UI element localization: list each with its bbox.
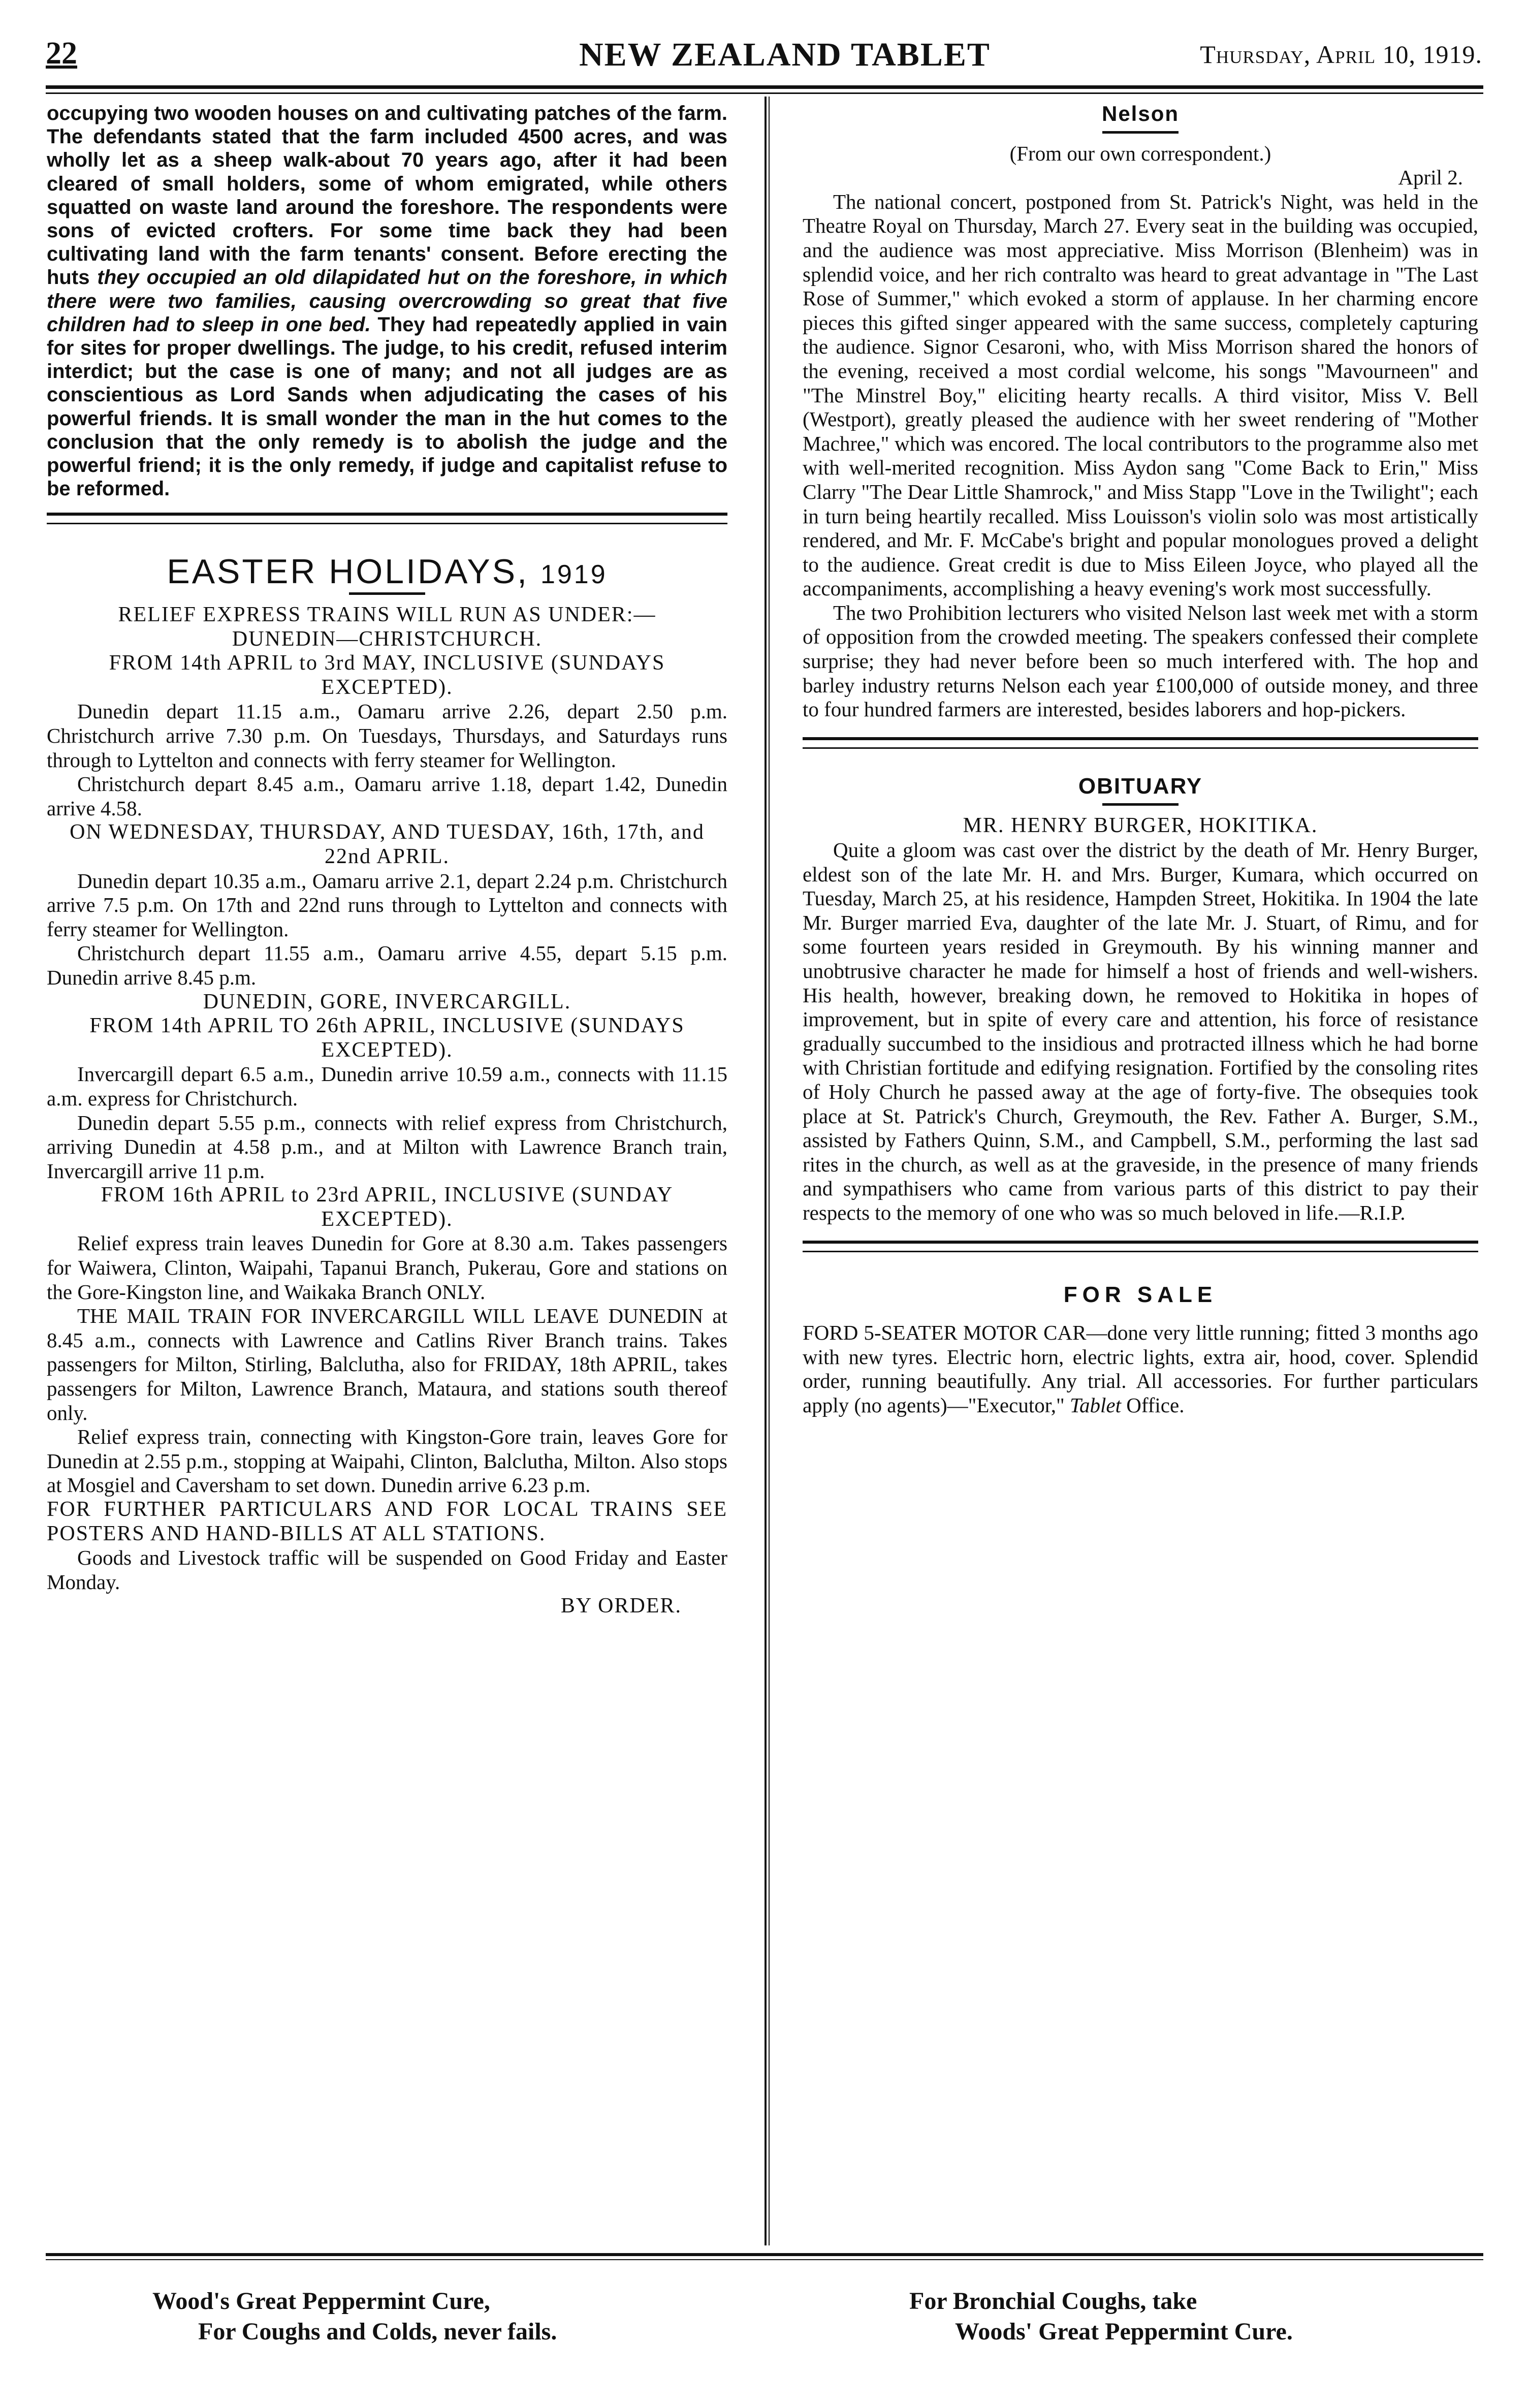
nelson-heading: Nelson — [1101, 102, 1180, 125]
timetable-para-3: Dunedin depart 10.35 a.m., Oamaru arrive 2.1, depart 2.24 p.m. Christchurch arrive 7.5 p.m. On 17th and 22nd runs through to Lyttelton and connects with ferry steamer for Wellington. — [47, 869, 727, 941]
correspondent-credit: (From our own correspondent.) — [1009, 141, 1271, 165]
section-divider — [47, 513, 727, 524]
timetable-para-2: Christchurch depart 8.45 a.m., Oamaru arrive 1.18, depart 1.42, Dunedin arrive 4.58. — [47, 772, 727, 820]
by-order: BY ORDER. — [560, 1594, 682, 1618]
route-dunedin-christchurch: DUNEDIN—CHRISTCHURCH. — [232, 627, 543, 651]
footer-ad-right — [909, 2286, 1417, 2347]
footer-rule-thin — [46, 2259, 1483, 2260]
section-divider — [803, 1241, 1478, 1252]
footer-right-line-2: Woods' Great Peppermint Cure. — [955, 2318, 1293, 2345]
for-sale-text-end: Office. — [1121, 1393, 1185, 1417]
nelson-para-2: The two Prohibition lecturers who visited Nelson last week met with a storm of opposition from the crowded meeting. The speakers confessed their complete surprise; they had never before been so much interfered with. The hop and barley industry returns Nelson each year £100,000 of outside money, and three to four hundred farmers are interested, besides laborers and hop-pickers. — [803, 600, 1478, 721]
footer-rule-thick — [46, 2253, 1483, 2256]
obituary-text: Quite a gloom was cast over the district by the death of Mr. Henry Burger, eldest son of the late Mr. H. and Mrs. Burger, Kumara, which occurred on Tuesday, March 25, at his residence, Hampden Street, Hokitika. In 1904 the late Mr. Burger married Eva, daughter of the late Mr. J. Stuart, of Rimu, and for some fourteen years resided in Greymouth. By his winning manner and unobtrusive character he made for himself a host of friends and well-wishers. His health, however, breaking down, he removed to Hokitika in hopes of improvement, but in spite of every care and attention, his force of resistance gradually succumbed to the insidious and protracted illness which he had borne with Christian fortitude and edifying resignation. Fortified by the consoling rites of Holy Church he passed away at the age of forty-five. The obsequies took place at St. Patrick's Church, Greymouth, the Rev. Father A. Burger, S.M., assisted by Fathers Quinn, S.M., and Campbell, S.M., performing the last sad rites in the church, as well as at the graveside, in the presence of many friends and sympathisers who came from various parts of this district to pay their respects to the memory of one who was so much beloved in life.—R.I.P. — [803, 838, 1478, 1224]
obituary-heading: OBITUARY — [1078, 773, 1203, 799]
masthead — [46, 36, 1482, 91]
for-sale-text: FORD 5-SEATER MOTOR CAR—done very little running; fitted 3 months ago with new tyres. Electric horn, electric lights, extra air, hood, cover. Splendid order, running beautifully. Any trial. All accessories. For further particulars apply (no agents)—"Executor," — [803, 1321, 1478, 1417]
for-sale-ad — [803, 1321, 1478, 1417]
easter-holidays-heading — [47, 552, 727, 591]
timetable-para-6: Dunedin depart 5.55 p.m., connects with relief express from Christchurch, arriving Dunedin at 4.58 p.m., and at Milton with Lawrence Branch train, Invercargill arrive 11 p.m. — [47, 1111, 727, 1183]
dates-14-april-3-may: FROM 14th APRIL to 3rd MAY, INCLUSIVE (SUNDAYS EXCEPTED). — [109, 651, 665, 699]
dates-wed-thu-tue: ON WEDNESDAY, THURSDAY, AND TUESDAY, 16th, 17th, and 22nd APRIL. — [70, 820, 705, 868]
route-dunedin-gore-invercargill: DUNEDIN, GORE, INVERCARGILL. — [203, 990, 571, 1013]
timetable-para-4: Christchurch depart 11.55 a.m., Oamaru arrive 4.55, depart 5.15 p.m. Dunedin arrive 8.45 p.m. — [47, 941, 727, 989]
masthead-rule-thick — [46, 85, 1483, 89]
heading-dash — [1102, 131, 1179, 134]
footer-left-line-1: Wood's Great Peppermint Cure, — [152, 2288, 490, 2315]
timetable-para-7: Relief express train leaves Dunedin for Gore at 8.30 a.m. Takes passengers for Waiwera, Clinton, Waipahi, Tapanui Branch, Pukerau, Gore and stations on the Gore-Kingston line, and Waikaka Branch ONLY. — [47, 1231, 727, 1304]
crofters-italic-text: they occupied an old dilapidated hut on the foreshore, in which there were two families, causing overcrowding so great that five children had to sleep in one bed. — [47, 266, 728, 336]
column-divider-2 — [769, 97, 770, 2245]
relief-trains-subhead: RELIEF EXPRESS TRAINS WILL RUN AS UNDER:— — [118, 603, 656, 627]
goods-traffic-notice: Goods and Livestock traffic will be suspended on Good Friday and Easter Monday. — [47, 1546, 727, 1594]
easter-heading-text: EASTER HOLIDAYS, — [167, 552, 529, 591]
masthead-rule-thin — [46, 92, 1483, 94]
footer-right-line-1: For Bronchial Coughs, take — [909, 2288, 1197, 2315]
nelson-para-1: The national concert, postponed from St. Patrick's Night, was held in the Theatre Royal on Thursday, March 27. Every seat in the building was occupied, and the audience was most appreciative. Miss Morrison (Blenheim) was in splendid voice, and her rich contralto was heard to great advantage in "The Last Rose of Summer," which evoked a storm of applause. In her charming encore pieces this gifted singer appeared with the same success, completely capturing the audience. Signor Cesaroni, who, with Miss Morrison shared the honors of the evening, received a most cordial welcome, his songs "Mavourneen" and "The Minstrel Boy," eliciting hearty recalls. A third visitor, Miss V. Bell (Westport), greatly pleased the audience with her sweet rendering of "Mother Machree," which was encored. The local contributors to the programme also met with well-merited recognition. Miss Aydon sang "Come Back to Erin," Miss Clarry "The Dear Little Shamrock," and Miss Stapp "Love in the Twilight"; each in turn being heartily recalled. Miss Louisson's violin solo was most artistically rendered, and Mr. F. McCabe's bright and popular monologues proved a delight to the audience. Great credit is due to Miss Eileen Joyce, who played all the accompaniments, accomplishing a heavy evening's work most successfully. — [803, 189, 1478, 600]
for-sale-heading: FOR SALE — [1063, 1282, 1218, 1307]
easter-heading-year: 1919 — [540, 560, 608, 590]
footer-left-line-2: For Coughs and Colds, never fails. — [198, 2318, 557, 2345]
footer-ad-left — [152, 2286, 813, 2347]
timetable-para-5: Invercargill depart 6.5 a.m., Dunedin arrive 10.59 a.m., connects with 11.15 a.m. express for Christchurch. — [47, 1062, 727, 1110]
dates-14-april-26-april: FROM 14th APRIL TO 26th APRIL, INCLUSIVE (SUNDAYS EXCEPTED). — [89, 1014, 685, 1062]
right-column — [803, 102, 1478, 1418]
timetable-para-9: Relief express train, connecting with Kingston-Gore train, leaves Gore for Dunedin at 2.55 p.m., stopping at Waipahi, Clinton, Balclutha, Milton. Also stops at Mosgiel and Caversham to set down. Dunedin arrive 6.23 p.m. — [47, 1425, 727, 1497]
timetable-para-8: THE MAIL TRAIN FOR INVERCARGILL WILL LEAVE DUNEDIN at 8.45 a.m., connects with Lawrence and Catlins River Branch trains. Takes passengers for Milton, Stirling, Balclutha, also for FRIDAY, 18th APRIL, takes passengers for Milton, Lawrence Branch, Mataura, and stations south thereof only. — [47, 1304, 727, 1424]
publication-title: NEW ZEALAND TABLET — [579, 36, 991, 73]
obituary-subhead: MR. HENRY BURGER, HOKITIKA. — [963, 814, 1318, 838]
issue-date: Thursday, April 10, 1919. — [1200, 40, 1482, 69]
crofters-text-2: They had repeatedly applied in vain for sites for proper dwellings. The judge, to his credit, refused interim interdict; but the case is one of many; and not all judges are as conscientious as Lord Sands when adjudicating the cases of his powerful friends. It is small wonder the man in the hut comes to the conclusion that the only remedy is to abolish the judge and the powerful friend; it is the only remedy, if judge and capitalist refuse to be reformed. — [47, 313, 727, 500]
for-sale-italic: Tablet — [1069, 1393, 1121, 1417]
crofters-article — [47, 102, 727, 500]
dates-16-april-23-april: FROM 16th APRIL to 23rd APRIL, INCLUSIVE (SUNDAY EXCEPTED). — [101, 1183, 674, 1231]
page-number: 22 — [46, 36, 77, 71]
nelson-dateline: April 2. — [1398, 166, 1463, 189]
timetable-para-1: Dunedin depart 11.15 a.m., Oamaru arrive 2.26, depart 2.50 p.m. Christchurch arrive 7.30 p.m. On Tuesdays, Thursdays, and Saturdays runs through to Lyttelton and connects with ferry steamer for Wellington. — [47, 700, 727, 772]
crofters-text-1: occupying two wooden houses on and cultivating patches of the farm. The defendants stated that the farm included 4500 acres, and was wholly let as a sheep walk-about 70 years ago, after it had been cleared of small holders, some of whom emigrated, while others squatted on waste land around the foreshore. The respondents were sons of evicted crofters. For some time back they had been cultivating land with the farm tenants' consent. Before erecting the huts — [47, 102, 727, 289]
heading-dash — [1102, 803, 1179, 806]
further-particulars: FOR FURTHER PARTICULARS AND FOR LOCAL TRAINS SEE POSTERS AND HAND-BILLS AT ALL STATIONS. — [47, 1498, 727, 1545]
heading-dash — [349, 592, 425, 595]
column-divider — [765, 97, 767, 2245]
section-divider — [803, 737, 1478, 749]
left-column — [47, 102, 727, 1619]
